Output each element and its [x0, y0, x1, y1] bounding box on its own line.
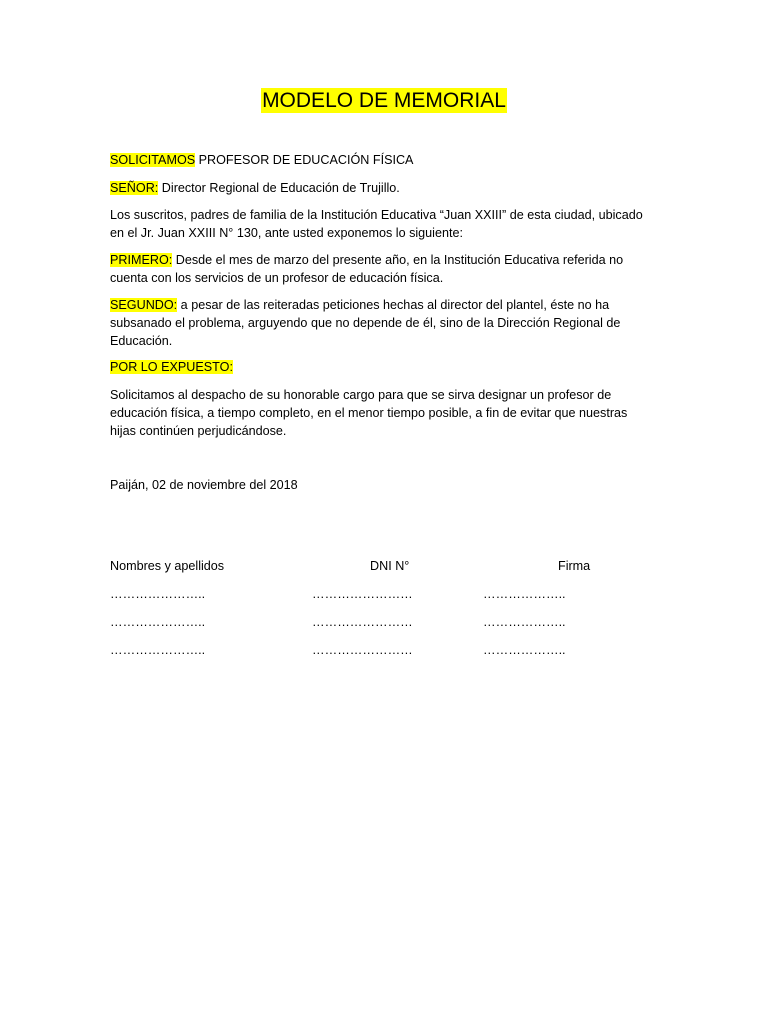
segundo-text-1: a pesar de las reiteradas peticiones hechas al director del plantel, éste no ha: [177, 298, 610, 312]
title-text: MODELO DE MEMORIAL: [262, 89, 506, 112]
petition-line-3: hijas continúen perjudicándose.: [110, 424, 287, 438]
header-signature: Firma: [558, 559, 591, 573]
row-2-names-blank: …………………..: [110, 615, 206, 629]
row-1-names-blank: …………………..: [110, 587, 206, 601]
primero-line-1: [110, 251, 650, 269]
intro-line-1: Los suscritos, padres de familia de la Institución Educativa “Juan XXIII” de esta ciudad, ubicado: [110, 208, 643, 222]
petition-line-1: Solicitamos al despacho de su honorable cargo para que se sirva designar un profesor de: [110, 388, 612, 402]
por-lo-expuesto-label: POR LO EXPUESTO:: [110, 360, 233, 374]
segundo-line-2: subsanado el problema, arguyendo que no depende de él, sino de la Dirección Regional de: [110, 316, 621, 330]
place-date: Paiján, 02 de noviembre del 2018: [110, 478, 298, 492]
intro-line-2: en el Jr. Juan XXIII N° 130, ante usted exponemos lo siguiente:: [110, 226, 463, 240]
intro-paragraph: [110, 206, 650, 242]
senor-line: [110, 179, 650, 197]
document-title: [0, 86, 768, 116]
signature-row: [110, 641, 650, 659]
segundo-paragraph: [110, 296, 650, 350]
row-1-dni-blank: ……………………: [312, 587, 413, 601]
senor-text: Director Regional de Educación de Trujillo.: [158, 181, 400, 195]
row-2-signature-blank: ………………..: [483, 615, 566, 629]
signature-row: [110, 585, 650, 603]
por-lo-expuesto-line: [110, 358, 650, 376]
segundo-line-1: [110, 296, 650, 314]
header-names: Nombres y apellidos: [110, 559, 225, 573]
segundo-line-3: Educación.: [110, 334, 173, 348]
segundo-label: SEGUNDO:: [110, 298, 178, 312]
signature-row: [110, 613, 650, 631]
solicitamos-label: SOLICITAMOS: [110, 153, 196, 167]
row-3-signature-blank: ………………..: [483, 643, 566, 657]
row-1-signature-blank: ………………..: [483, 587, 566, 601]
solicitamos-line: [110, 151, 650, 169]
row-3-dni-blank: ……………………: [312, 643, 413, 657]
row-2-dni-blank: ……………………: [312, 615, 413, 629]
primero-paragraph: [110, 251, 650, 287]
primero-label: PRIMERO:: [110, 253, 173, 267]
signature-table-header: [110, 557, 650, 575]
row-3-names-blank: …………………..: [110, 643, 206, 657]
petition-line-2: educación física, a tiempo completo, en el menor tiempo posible, a fin de evitar que nuestras: [110, 406, 628, 420]
primero-text-1: Desde el mes de marzo del presente año, en la Institución Educativa referida no: [172, 253, 624, 267]
senor-label: SEÑOR:: [110, 181, 159, 195]
petition-paragraph: [110, 386, 650, 440]
header-dni: DNI N°: [370, 559, 410, 573]
solicitamos-text: PROFESOR DE EDUCACIÓN FÍSICA: [195, 153, 414, 167]
primero-line-2: cuenta con los servicios de un profesor de educación física.: [110, 271, 444, 285]
